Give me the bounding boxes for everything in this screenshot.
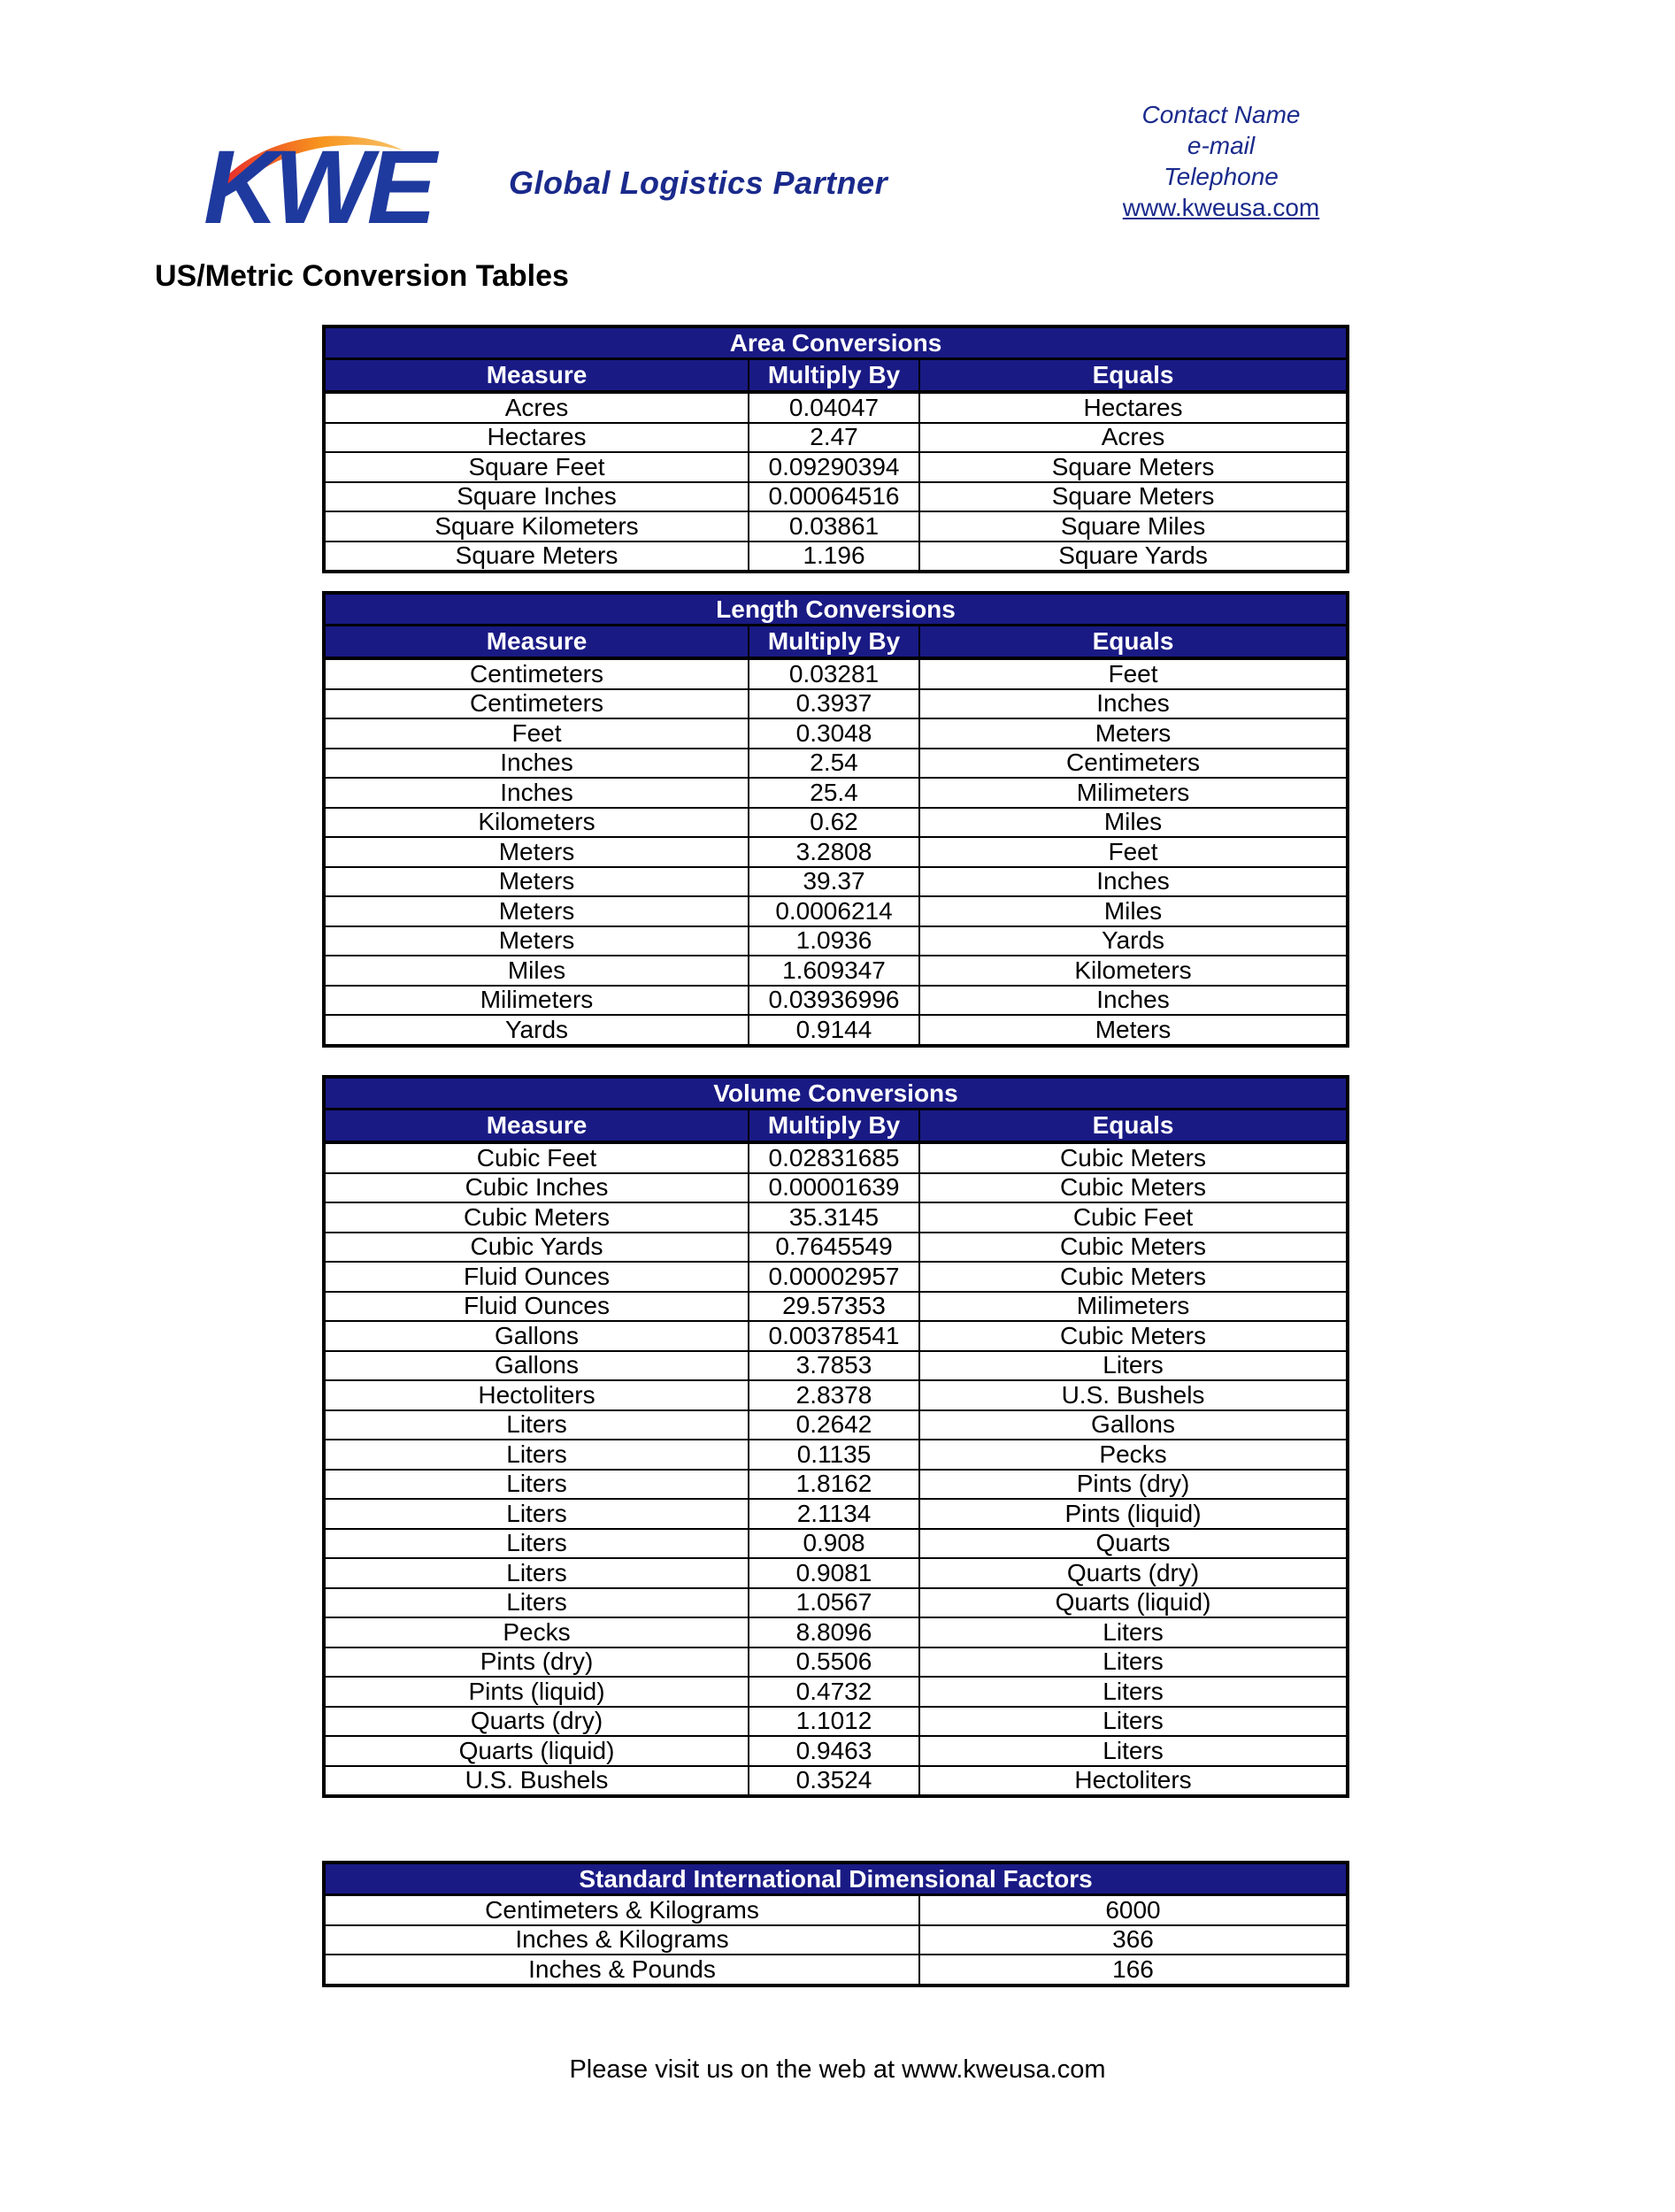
equals-cell: Feet	[919, 837, 1348, 867]
equals-cell: Meters	[919, 718, 1348, 749]
table-row	[324, 1499, 1348, 1529]
page-title: US/Metric Conversion Tables	[155, 259, 569, 293]
equals-cell: Yards	[919, 926, 1348, 956]
column-header-measure: Measure	[324, 626, 749, 659]
measure-cell: Pints (dry)	[324, 1647, 749, 1678]
measure-cell: Cubic Inches	[324, 1173, 749, 1203]
table-row	[324, 541, 1348, 572]
table-title: Area Conversions	[324, 326, 1348, 359]
equals-cell: Square Miles	[919, 511, 1348, 541]
table-row	[324, 1233, 1348, 1263]
multiplier-cell: 29.57353	[749, 1292, 919, 1322]
measure-cell: Square Kilometers	[324, 511, 749, 541]
multiplier-cell: 0.00001639	[749, 1173, 919, 1203]
equals-cell: Centimeters	[919, 749, 1348, 779]
multiplier-cell: 0.1135	[749, 1440, 919, 1470]
length-conversions-table	[322, 591, 1349, 1048]
multiplier-cell: 0.9463	[749, 1736, 919, 1766]
multiplier-cell: 0.00064516	[749, 482, 919, 512]
measure-cell: Kilometers	[324, 808, 749, 838]
measure-cell: Quarts (dry)	[324, 1707, 749, 1737]
multiplier-cell: 0.2642	[749, 1410, 919, 1440]
multiplier-cell: 25.4	[749, 778, 919, 808]
table-row	[324, 1925, 1348, 1955]
multiplier-cell: 0.3524	[749, 1766, 919, 1797]
equals-cell: Gallons	[919, 1410, 1348, 1440]
factor-cell: 366	[919, 1925, 1348, 1955]
multiplier-cell: 0.3048	[749, 718, 919, 749]
table-row	[324, 1588, 1348, 1618]
multiplier-cell: 1.8162	[749, 1470, 919, 1500]
table-row	[324, 1351, 1348, 1381]
measure-cell: Fluid Ounces	[324, 1262, 749, 1292]
table-row	[324, 1440, 1348, 1470]
table-title: Volume Conversions	[324, 1077, 1348, 1110]
measure-cell: Gallons	[324, 1351, 749, 1381]
measure-cell: Inches	[324, 749, 749, 779]
equals-cell: Acres	[919, 423, 1348, 453]
contact-telephone: Telephone	[1164, 163, 1279, 190]
measure-cell: Square Inches	[324, 482, 749, 512]
multiplier-cell: 3.7853	[749, 1351, 919, 1381]
column-header-equals: Equals	[919, 1110, 1348, 1143]
factor-cell: 6000	[919, 1895, 1348, 1925]
equals-cell: Inches	[919, 689, 1348, 719]
table-row	[324, 867, 1348, 897]
units-cell: Inches & Kilograms	[324, 1925, 919, 1955]
measure-cell: Acres	[324, 392, 749, 423]
measure-cell: Cubic Meters	[324, 1202, 749, 1233]
measure-cell: Meters	[324, 867, 749, 897]
tagline: Global Logistics Partner	[509, 165, 888, 201]
equals-cell: Miles	[919, 808, 1348, 838]
multiplier-cell: 0.00378541	[749, 1321, 919, 1351]
equals-cell: Square Meters	[919, 452, 1348, 482]
multiplier-cell: 1.0567	[749, 1588, 919, 1618]
measure-cell: Fluid Ounces	[324, 1292, 749, 1322]
measure-cell: Liters	[324, 1470, 749, 1500]
multiplier-cell: 0.00002957	[749, 1262, 919, 1292]
column-header-measure: Measure	[324, 1110, 749, 1143]
equals-cell: Hectoliters	[919, 1766, 1348, 1797]
equals-cell: Milimeters	[919, 778, 1348, 808]
equals-cell: Meters	[919, 1015, 1348, 1046]
measure-cell: Miles	[324, 956, 749, 986]
column-header-multiply-by: Multiply By	[749, 359, 919, 393]
multiplier-cell: 0.09290394	[749, 452, 919, 482]
equals-cell: Quarts (dry)	[919, 1558, 1348, 1588]
column-header-equals: Equals	[919, 359, 1348, 393]
multiplier-cell: 2.8378	[749, 1380, 919, 1410]
equals-cell: Inches	[919, 986, 1348, 1016]
table-row	[324, 482, 1348, 512]
measure-cell: Liters	[324, 1529, 749, 1559]
contact-name: Contact Name	[1141, 101, 1301, 128]
table-row	[324, 808, 1348, 838]
table-row	[324, 423, 1348, 453]
measure-cell: Meters	[324, 926, 749, 956]
equals-cell: Liters	[919, 1677, 1348, 1707]
multiplier-cell: 0.03281	[749, 658, 919, 689]
multiplier-cell: 0.7645549	[749, 1233, 919, 1263]
measure-cell: Pecks	[324, 1617, 749, 1647]
equals-cell: Pints (dry)	[919, 1470, 1348, 1500]
table-row	[324, 778, 1348, 808]
measure-cell: U.S. Bushels	[324, 1766, 749, 1797]
measure-cell: Liters	[324, 1410, 749, 1440]
column-header-multiply-by: Multiply By	[749, 626, 919, 659]
measure-cell: Liters	[324, 1588, 749, 1618]
equals-cell: Inches	[919, 867, 1348, 897]
multiplier-cell: 35.3145	[749, 1202, 919, 1233]
table-row	[324, 896, 1348, 926]
table-row	[324, 1736, 1348, 1766]
multiplier-cell: 1.196	[749, 541, 919, 572]
footer-text: Please visit us on the web at www.kweusa.com	[569, 2055, 1106, 2084]
units-cell: Centimeters & Kilograms	[324, 1895, 919, 1925]
equals-cell: Miles	[919, 896, 1348, 926]
measure-cell: Cubic Yards	[324, 1233, 749, 1263]
multiplier-cell: 0.908	[749, 1529, 919, 1559]
measure-cell: Milimeters	[324, 986, 749, 1016]
table-row	[324, 1015, 1348, 1046]
measure-cell: Centimeters	[324, 658, 749, 689]
table-title: Length Conversions	[324, 593, 1348, 626]
measure-cell: Gallons	[324, 1321, 749, 1351]
table-row	[324, 1647, 1348, 1678]
table-row	[324, 452, 1348, 482]
table-row	[324, 1895, 1348, 1925]
units-cell: Inches & Pounds	[324, 1955, 919, 1985]
equals-cell: Cubic Meters	[919, 1173, 1348, 1203]
column-header-measure: Measure	[324, 359, 749, 393]
multiplier-cell: 0.5506	[749, 1647, 919, 1678]
table-row	[324, 1707, 1348, 1737]
column-header-equals: Equals	[919, 626, 1348, 659]
column-header-multiply-by: Multiply By	[749, 1110, 919, 1143]
table-row	[324, 1617, 1348, 1647]
multiplier-cell: 2.1134	[749, 1499, 919, 1529]
multiplier-cell: 1.0936	[749, 926, 919, 956]
table-row	[324, 1410, 1348, 1440]
area-conversions-table	[322, 325, 1349, 573]
table-row	[324, 1202, 1348, 1233]
multiplier-cell: 39.37	[749, 867, 919, 897]
multiplier-cell: 0.3937	[749, 689, 919, 719]
table-row	[324, 926, 1348, 956]
multiplier-cell: 0.4732	[749, 1677, 919, 1707]
multiplier-cell: 1.1012	[749, 1707, 919, 1737]
multiplier-cell: 0.04047	[749, 392, 919, 423]
measure-cell: Meters	[324, 896, 749, 926]
equals-cell: Quarts	[919, 1529, 1348, 1559]
measure-cell: Liters	[324, 1558, 749, 1588]
kwe-logo	[200, 124, 483, 234]
measure-cell: Hectoliters	[324, 1380, 749, 1410]
svg-text:KWE: KWE	[204, 129, 432, 234]
table-row	[324, 837, 1348, 867]
multiplier-cell: 1.609347	[749, 956, 919, 986]
equals-cell: Pecks	[919, 1440, 1348, 1470]
multiplier-cell: 0.02831685	[749, 1142, 919, 1173]
table-row	[324, 1173, 1348, 1203]
multiplier-cell: 8.8096	[749, 1617, 919, 1647]
table-row	[324, 392, 1348, 423]
equals-cell: Hectares	[919, 392, 1348, 423]
equals-cell: Cubic Meters	[919, 1142, 1348, 1173]
table-row	[324, 1677, 1348, 1707]
table-row	[324, 749, 1348, 779]
measure-cell: Liters	[324, 1440, 749, 1470]
measure-cell: Quarts (liquid)	[324, 1736, 749, 1766]
measure-cell: Inches	[324, 778, 749, 808]
equals-cell: Milimeters	[919, 1292, 1348, 1322]
measure-cell: Square Feet	[324, 452, 749, 482]
website-link[interactable]: www.kweusa.com	[1122, 194, 1320, 221]
multiplier-cell: 0.9081	[749, 1558, 919, 1588]
table-row	[324, 1262, 1348, 1292]
measure-cell: Yards	[324, 1015, 749, 1046]
table-row	[324, 1470, 1348, 1500]
measure-cell: Feet	[324, 718, 749, 749]
equals-cell: Feet	[919, 658, 1348, 689]
table-row	[324, 1292, 1348, 1322]
equals-cell: Liters	[919, 1647, 1348, 1678]
multiplier-cell: 3.2808	[749, 837, 919, 867]
equals-cell: Quarts (liquid)	[919, 1588, 1348, 1618]
equals-cell: Liters	[919, 1351, 1348, 1381]
equals-cell: Kilometers	[919, 956, 1348, 986]
equals-cell: Liters	[919, 1707, 1348, 1737]
table-row	[324, 718, 1348, 749]
measure-cell: Square Meters	[324, 541, 749, 572]
contact-block	[1088, 99, 1354, 223]
equals-cell: Cubic Feet	[919, 1202, 1348, 1233]
equals-cell: Cubic Meters	[919, 1233, 1348, 1263]
equals-cell: Pints (liquid)	[919, 1499, 1348, 1529]
measure-cell: Liters	[324, 1499, 749, 1529]
equals-cell: Liters	[919, 1617, 1348, 1647]
factor-cell: 166	[919, 1955, 1348, 1985]
measure-cell: Cubic Feet	[324, 1142, 749, 1173]
table-row	[324, 689, 1348, 719]
equals-cell: Cubic Meters	[919, 1321, 1348, 1351]
multiplier-cell: 0.9144	[749, 1015, 919, 1046]
table-row	[324, 1529, 1348, 1559]
multiplier-cell: 0.62	[749, 808, 919, 838]
volume-conversions-table	[322, 1075, 1349, 1798]
equals-cell: Liters	[919, 1736, 1348, 1766]
equals-cell: Square Meters	[919, 482, 1348, 512]
multiplier-cell: 0.0006214	[749, 896, 919, 926]
multiplier-cell: 0.03861	[749, 511, 919, 541]
table-row	[324, 1558, 1348, 1588]
table-row	[324, 658, 1348, 689]
table-row	[324, 986, 1348, 1016]
table-row	[324, 1955, 1348, 1985]
table-row	[324, 1142, 1348, 1173]
multiplier-cell: 2.47	[749, 423, 919, 453]
equals-cell: Square Yards	[919, 541, 1348, 572]
measure-cell: Pints (liquid)	[324, 1677, 749, 1707]
table-row	[324, 1380, 1348, 1410]
multiplier-cell: 2.54	[749, 749, 919, 779]
measure-cell: Hectares	[324, 423, 749, 453]
table-row	[324, 511, 1348, 541]
table-row	[324, 1321, 1348, 1351]
measure-cell: Centimeters	[324, 689, 749, 719]
table-title: Standard International Dimensional Factors	[324, 1863, 1348, 1895]
measure-cell: Meters	[324, 837, 749, 867]
multiplier-cell: 0.03936996	[749, 986, 919, 1016]
table-row	[324, 956, 1348, 986]
equals-cell: Cubic Meters	[919, 1262, 1348, 1292]
contact-email: e-mail	[1187, 132, 1256, 159]
dimensional-factors-table	[322, 1861, 1349, 1987]
equals-cell: U.S. Bushels	[919, 1380, 1348, 1410]
table-row	[324, 1766, 1348, 1797]
